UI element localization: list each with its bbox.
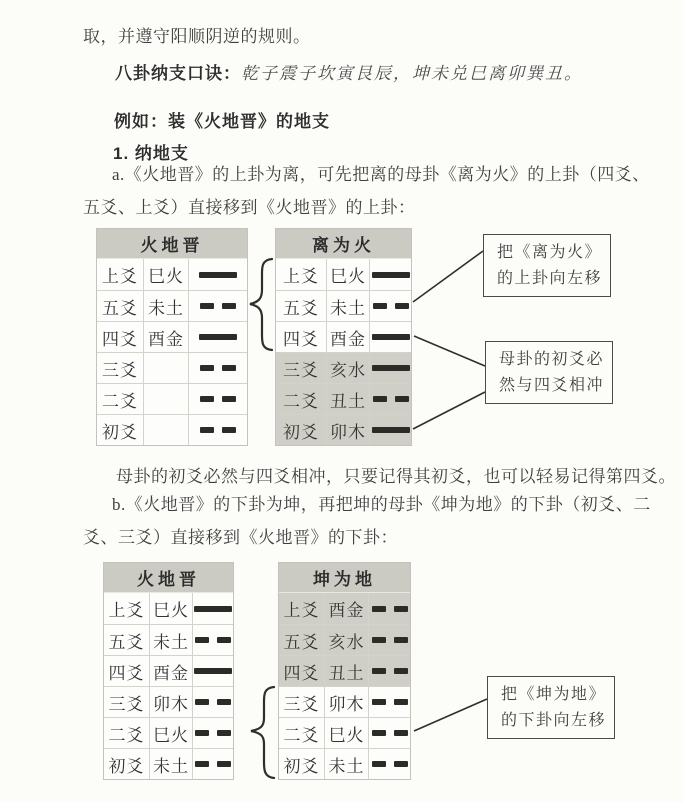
paragraph-a-line1: a.《火地晋》的上卦为离，可先把离的母卦《离为火》的上卦（四爻、 [112, 165, 650, 184]
yao-position-label: 二爻 [279, 718, 324, 748]
earthly-branch-label: 未土 [324, 749, 368, 779]
yao-position-label: 三爻 [104, 687, 149, 717]
earthly-branch-label: 巳火 [326, 259, 369, 290]
earthly-branch-label [143, 384, 188, 414]
connector-line-upper-callout [413, 251, 483, 302]
table-row [276, 414, 411, 445]
yao-position-label: 上爻 [279, 593, 324, 624]
yao-position-label: 上爻 [276, 259, 326, 290]
yao-position-label: 三爻 [276, 353, 326, 383]
yao-position-label: 四爻 [279, 656, 324, 686]
earthly-branch-label: 卯木 [324, 687, 368, 717]
yang-line-icon [188, 322, 247, 352]
yao-position-label: 四爻 [97, 322, 143, 352]
yao-position-label: 上爻 [104, 593, 149, 624]
yin-line-icon [188, 353, 247, 383]
callout-line: 把《坤为地》 [501, 686, 607, 703]
callout-move-lower-trigram [487, 676, 615, 739]
earthly-branch-label: 巳火 [149, 593, 192, 624]
callout-line: 把《离为火》 [497, 244, 603, 261]
table-row [104, 686, 233, 717]
yin-line-icon [188, 415, 247, 445]
callout-line: 的上卦向左移 [497, 270, 603, 287]
callout-line: 的下卦向左移 [501, 712, 607, 729]
connector-line-lower-callout [414, 699, 487, 731]
paragraph-b-line2: 爻、三爻）直接移到《火地晋》的下卦： [83, 528, 398, 547]
paragraph-b-line1: b.《火地晋》的下卦为坤，再把坤的母卦《坤为地》的下卦（初爻、二 [112, 495, 651, 514]
table-row [279, 748, 410, 779]
paragraph-mid: 母卦的初爻必然与四爻相冲，只要记得其初爻，也可以轻易记得第四爻。 [116, 467, 676, 486]
yin-line-icon [192, 749, 233, 779]
yao-position-label: 二爻 [97, 384, 143, 414]
yin-line-icon [368, 593, 410, 624]
earthly-branch-label: 酉金 [324, 593, 368, 624]
yao-position-label: 二爻 [104, 718, 149, 748]
table-row [97, 414, 247, 445]
yin-line-icon [368, 656, 410, 686]
table-title: 离为火 [276, 229, 411, 259]
yao-position-label: 三爻 [279, 687, 324, 717]
earthly-branch-label [143, 415, 188, 445]
yao-position-label: 五爻 [104, 625, 149, 655]
table-row [276, 290, 411, 321]
yang-line-icon [188, 259, 247, 290]
table-row [276, 383, 411, 414]
yao-position-label: 五爻 [276, 291, 326, 321]
table-row [97, 321, 247, 352]
table-row [279, 624, 410, 655]
step-heading: 1. 纳地支 [113, 144, 189, 163]
earthly-branch-label: 卯木 [326, 415, 369, 445]
table-row [279, 717, 410, 748]
table-row [279, 655, 410, 686]
earthly-branch-label: 巳火 [149, 718, 192, 748]
table-title: 火地晋 [104, 563, 233, 593]
yin-line-icon [192, 687, 233, 717]
callout-line: 然与四爻相冲 [499, 377, 605, 394]
yin-line-icon [192, 718, 233, 748]
connector-line-fourth-yao [414, 336, 485, 366]
yao-position-label: 四爻 [104, 656, 149, 686]
yao-position-label: 五爻 [97, 291, 143, 321]
earthly-branch-label: 未土 [149, 749, 192, 779]
earthly-branch-label: 亥水 [326, 353, 369, 383]
table-liweihuo [275, 228, 412, 446]
yin-line-icon [368, 625, 410, 655]
earthly-branch-label: 酉金 [143, 322, 188, 352]
table-row [104, 593, 233, 624]
table-title: 坤为地 [279, 563, 410, 593]
yang-line-icon [369, 322, 411, 352]
table-row [97, 290, 247, 321]
callout-line: 母卦的初爻必 [499, 351, 605, 368]
yin-line-icon [368, 687, 410, 717]
yang-line-icon [369, 353, 411, 383]
earthly-branch-label: 亥水 [324, 625, 368, 655]
table-row [104, 655, 233, 686]
yin-line-icon [188, 384, 247, 414]
table-row [276, 352, 411, 383]
brace-lower-trigram [251, 687, 274, 778]
example-heading: 例如：装《火地晋》的地支 [114, 112, 330, 131]
earthly-branch-label: 丑土 [326, 384, 369, 414]
table-row [276, 259, 411, 290]
earthly-branch-label [143, 353, 188, 383]
table-huodijin-top [96, 228, 248, 446]
yao-position-label: 四爻 [276, 322, 326, 352]
earthly-branch-label: 未土 [326, 291, 369, 321]
table-row [104, 624, 233, 655]
mnemonic-formula: 乾子震子坎寅艮辰，坤未兑巳离卯巽丑。 [241, 64, 583, 83]
table-row [97, 383, 247, 414]
yao-position-label: 初爻 [279, 749, 324, 779]
table-row [104, 748, 233, 779]
yin-line-icon [368, 749, 410, 779]
yao-position-label: 五爻 [279, 625, 324, 655]
earthly-branch-label: 未土 [143, 291, 188, 321]
earthly-branch-label: 酉金 [149, 656, 192, 686]
yang-line-icon [192, 593, 233, 624]
table-row [97, 352, 247, 383]
yin-line-icon [188, 291, 247, 321]
earthly-branch-label: 卯木 [149, 687, 192, 717]
yao-position-label: 初爻 [97, 415, 143, 445]
yao-position-label: 初爻 [104, 749, 149, 779]
earthly-branch-label: 巳火 [324, 718, 368, 748]
table-row [104, 717, 233, 748]
yao-position-label: 初爻 [276, 415, 326, 445]
earthly-branch-label: 丑土 [324, 656, 368, 686]
yin-line-icon [192, 625, 233, 655]
callout-first-fourth-clash [485, 341, 613, 404]
earthly-branch-label: 酉金 [326, 322, 369, 352]
table-row [279, 686, 410, 717]
yin-line-icon [369, 384, 411, 414]
table-huodijin-bottom [103, 562, 234, 780]
yao-position-label: 上爻 [97, 259, 143, 290]
yao-position-label: 三爻 [97, 353, 143, 383]
table-title: 火地晋 [97, 229, 247, 259]
earthly-branch-label: 巳火 [143, 259, 188, 290]
paragraph-rule: 取，并遵守阳顺阴逆的规则。 [83, 27, 311, 46]
yao-position-label: 二爻 [276, 384, 326, 414]
yin-line-icon [368, 718, 410, 748]
connector-line-first-yao [413, 392, 485, 429]
paragraph-a-line2: 五爻、上爻）直接移到《火地晋》的上卦： [83, 198, 416, 217]
mnemonic-label: 八卦纳支口诀： [115, 64, 241, 83]
table-row [276, 321, 411, 352]
earthly-branch-label: 未土 [149, 625, 192, 655]
table-row [97, 259, 247, 290]
table-kunweidi [278, 562, 411, 780]
table-row [279, 593, 410, 624]
brace-upper-trigram [250, 259, 272, 350]
yang-line-icon [192, 656, 233, 686]
yang-line-icon [369, 259, 411, 290]
yang-line-icon [369, 415, 411, 445]
callout-move-upper-trigram [483, 234, 611, 297]
yin-line-icon [369, 291, 411, 321]
